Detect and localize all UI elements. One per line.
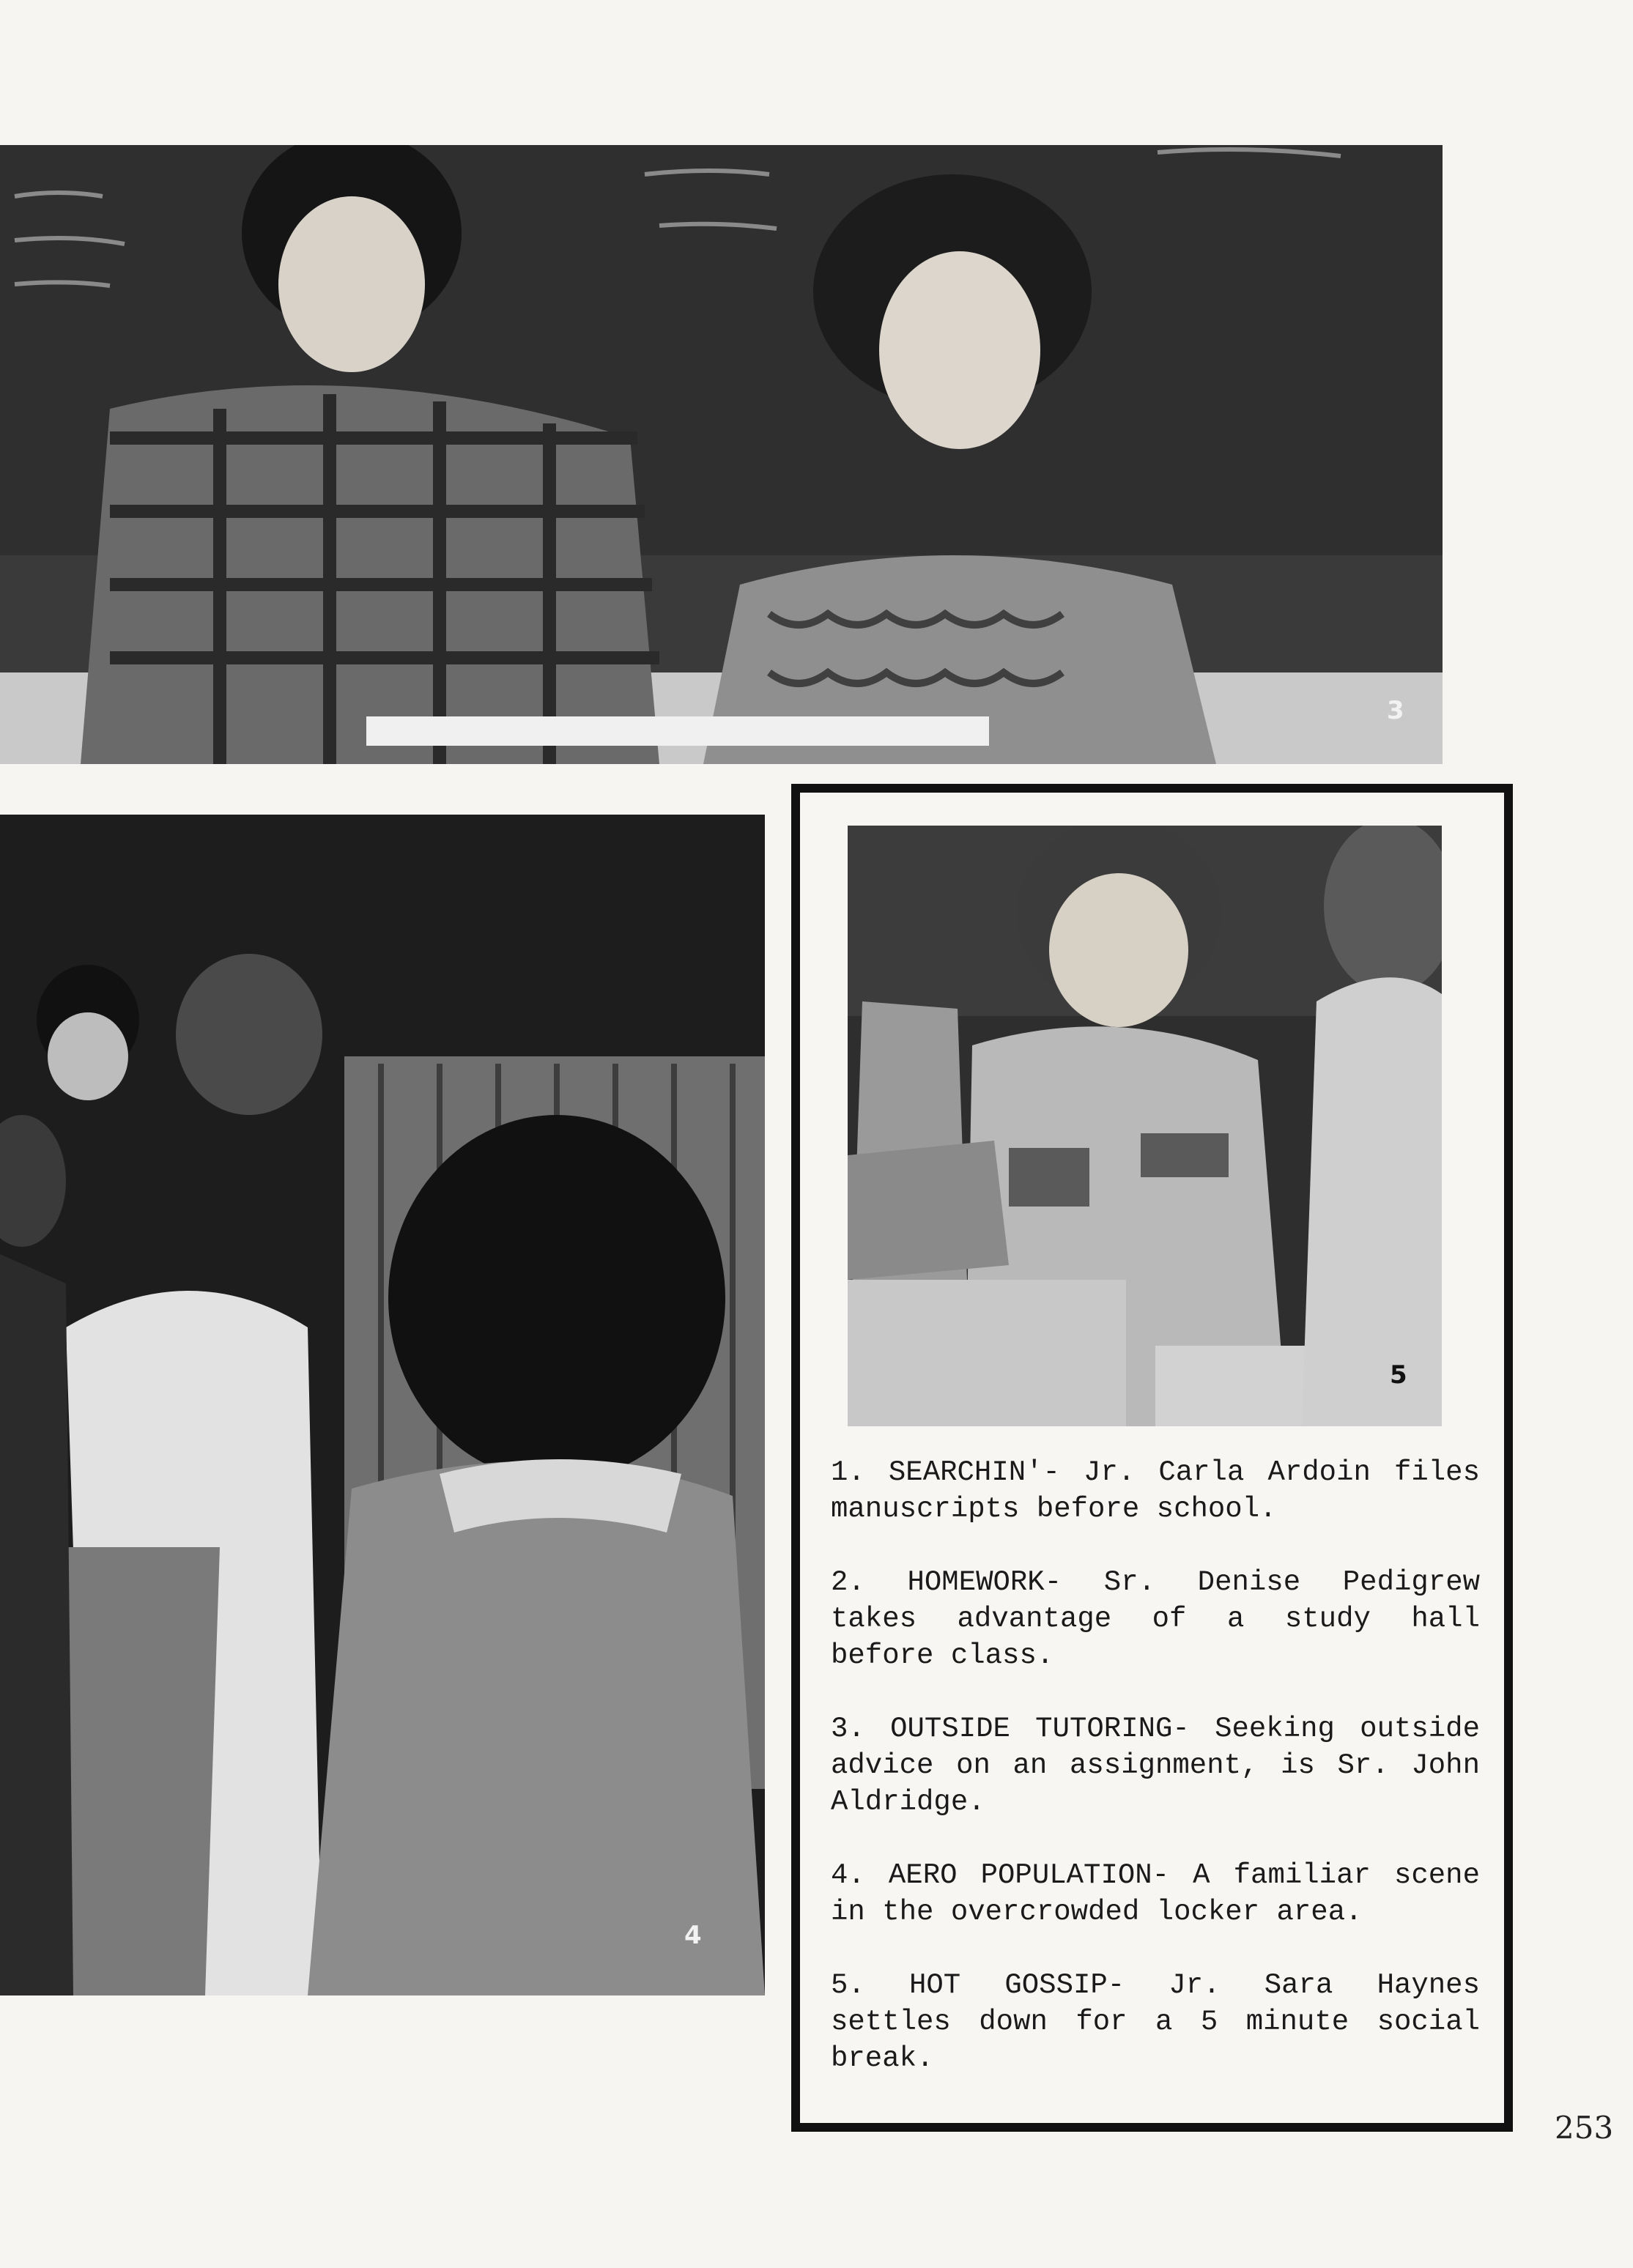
- photo-5-image: [848, 826, 1442, 1426]
- caption-5: 5. HOT GOSSIP- Jr. Sara Haynes settles down for a 5 minute social break.: [831, 1969, 1480, 2075]
- photo-3-image: [0, 145, 1443, 764]
- caption-3: 3. OUTSIDE TUTORING- Seeking outside advice on an assignment, is Sr. John Aldridge.: [831, 1713, 1480, 1818]
- photo-4: [0, 815, 765, 1995]
- caption-2: 2. HOMEWORK- Sr. Denise Pedigrew takes advantage of a study hall before class.: [831, 1566, 1480, 1672]
- caption-1: 1. SEARCHIN'- Jr. Carla Ardoin files manuscripts before school.: [831, 1456, 1480, 1525]
- photo-4-image: [0, 815, 765, 1995]
- page-number: 253: [1555, 2110, 1614, 2146]
- photo-3: [0, 145, 1443, 764]
- photo-5: [848, 826, 1442, 1426]
- captions: [831, 1454, 1480, 2113]
- photo-5-number: 5: [1390, 1360, 1407, 1390]
- caption-4: 4. AERO POPULATION- A familiar scene in the overcrowded locker area.: [831, 1859, 1480, 1928]
- photo-4-number: 4: [684, 1921, 702, 1950]
- photo-3-number: 3: [1387, 696, 1404, 725]
